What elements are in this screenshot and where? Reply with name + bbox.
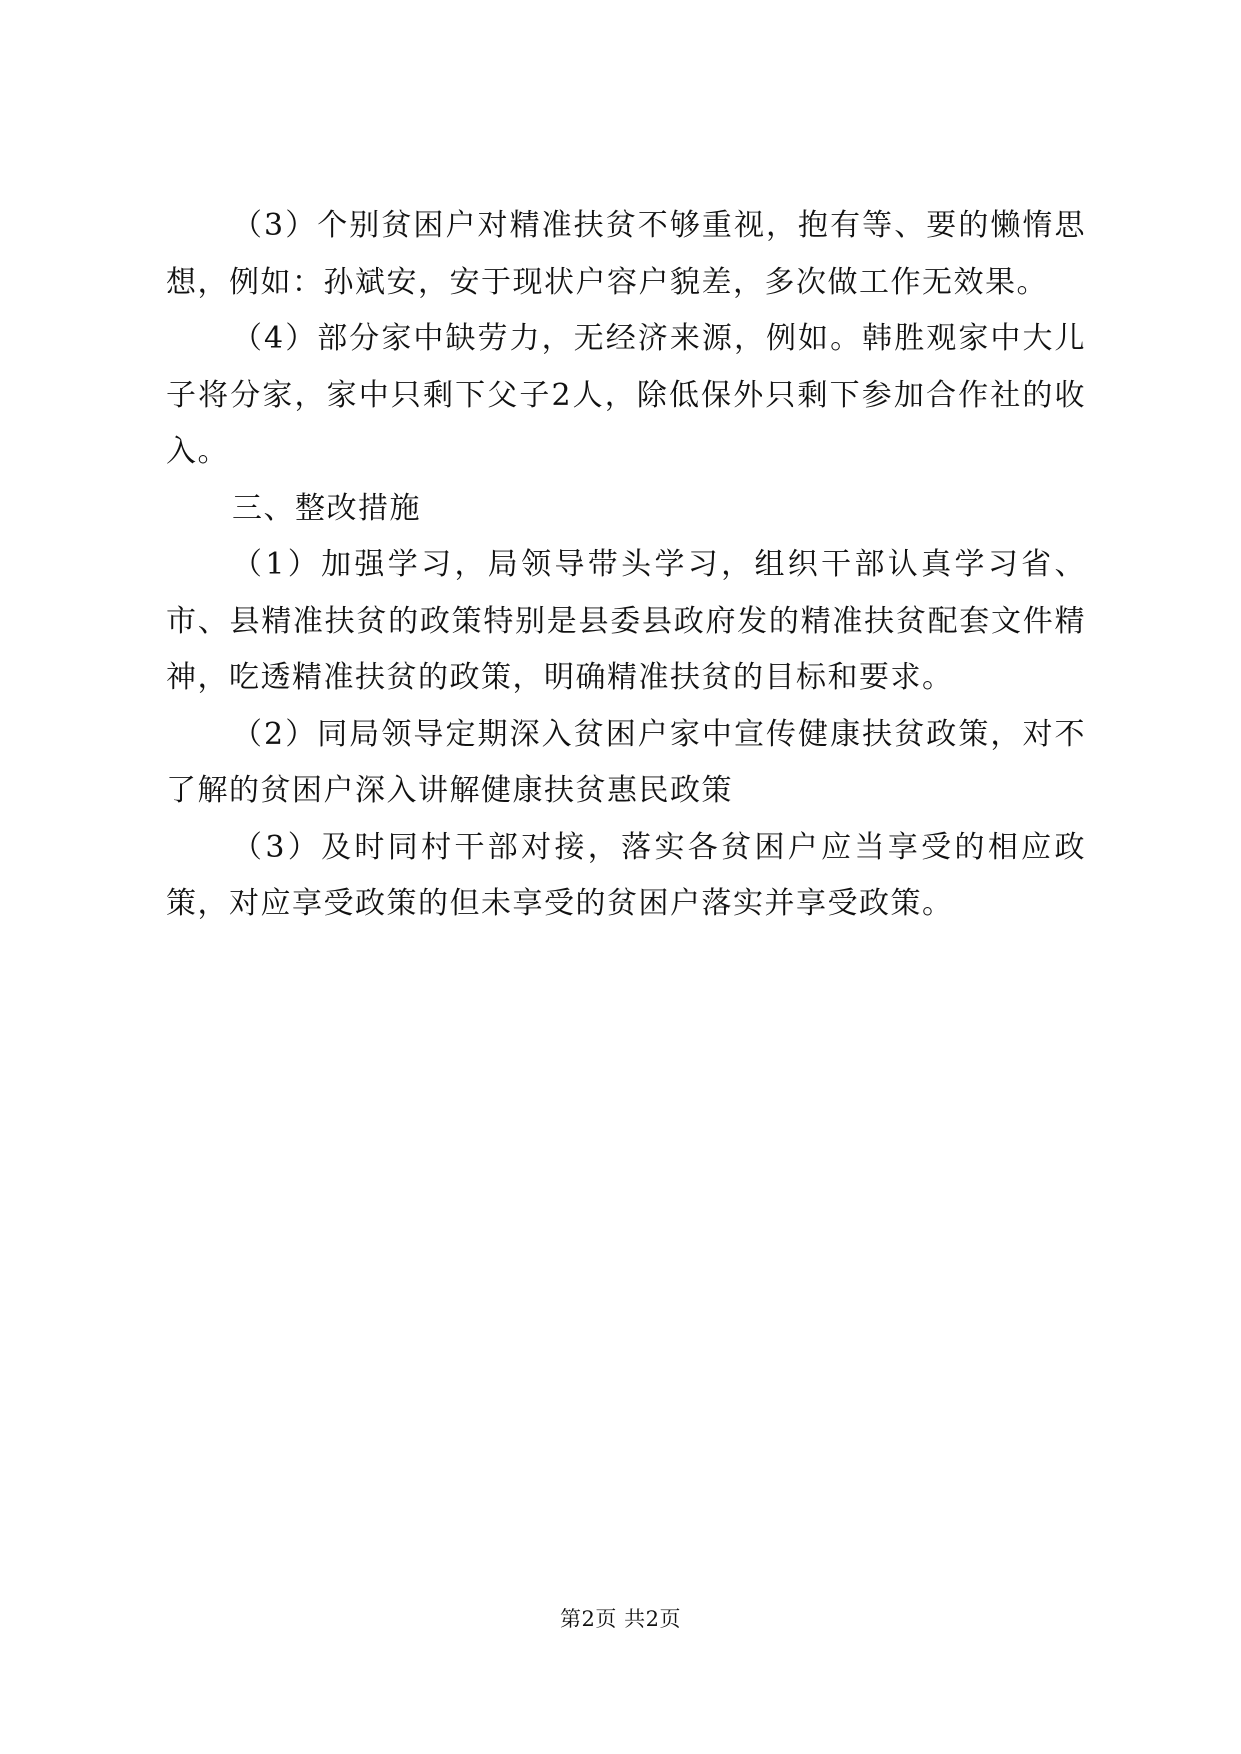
paragraph-labor-shortage: （4）部分家中缺劳力，无经济来源，例如。韩胜观家中大儿子将分家，家中只剩下父子2人，除低保外只剩下参加合作社的收入。 xyxy=(166,321,1086,469)
paragraph-lazy-households: （3）个别贫困户对精准扶贫不够重视，抱有等、要的懒惰思想，例如：孙斌安，安于现状户容户貌差，多次做工作无效果。 xyxy=(166,208,1086,300)
document-body xyxy=(166,198,1086,933)
section-heading-rectification: 三、整改措施 xyxy=(232,490,421,526)
paragraph-village-cadres: （3）及时同村干部对接，落实各贫困户应当享受的相应政策，对应享受政策的但未享受的贫困户落实并享受政策。 xyxy=(166,829,1086,921)
paragraph-strengthen-study: （1）加强学习，局领导带头学习，组织干部认真学习省、市、县精准扶贫的政策特别是县委县政府发的精准扶贫配套文件精神，吃透精准扶贫的政策，明确精准扶贫的目标和要求。 xyxy=(166,547,1086,695)
paragraph-health-policy: （2）同局领导定期深入贫困户家中宣传健康扶贫政策，对不了解的贫困户深入讲解健康扶贫惠民政策 xyxy=(166,716,1086,808)
page-number-footer: 第2页 共2页 xyxy=(560,1607,681,1631)
